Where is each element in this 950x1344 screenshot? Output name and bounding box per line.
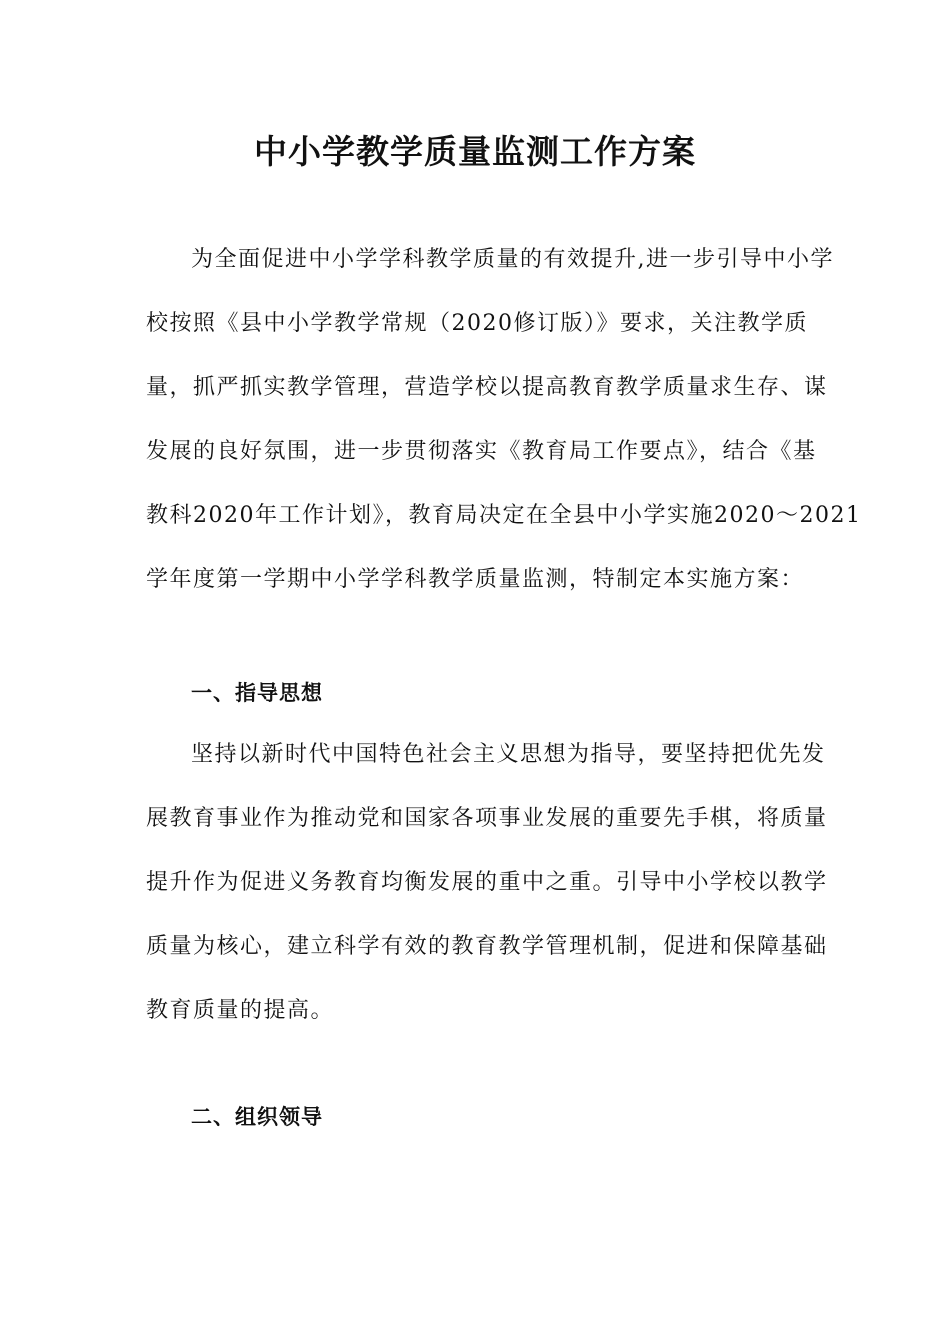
section-heading-organization: 二、组织领导 [191, 1104, 323, 1129]
paragraph-line: 教育质量的提高。 [146, 998, 335, 1023]
paragraph-line: 发展的良好氛围，进一步贯彻落实《教育局工作要点》，结合《基 [146, 439, 817, 464]
paragraph-line: 为全面促进中小学学科教学质量的有效提升,进一步引导中小学 [191, 247, 834, 272]
section-heading-guiding-ideology: 一、指导思想 [191, 680, 323, 705]
paragraph-line: 展教育事业作为推动党和国家各项事业发展的重要先手棋，将质量 [146, 806, 828, 831]
paragraph-line: 质量为核心，建立科学有效的教育教学管理机制，促进和保障基础 [146, 934, 828, 959]
paragraph-line: 提升作为促进义务教育均衡发展的重中之重。引导中小学校以教学 [146, 870, 828, 895]
paragraph-line: 校按照《县中小学教学常规（2020修订版）》要求，关注教学质 [146, 311, 808, 336]
guiding-ideology-paragraph [146, 723, 828, 1043]
document-title: 中小学教学质量监测工作方案 [254, 132, 696, 171]
paragraph-line: 学年度第一学期中小学学科教学质量监测，特制定本实施方案： [146, 567, 805, 592]
paragraph-line: 量，抓严抓实教学管理，营造学校以提高教育教学质量求生存、谋 [146, 375, 828, 400]
paragraph-line: 教科2020年工作计划》，教育局决定在全县中小学实施2020～2021 [146, 503, 862, 528]
intro-paragraph [146, 228, 862, 612]
paragraph-line: 坚持以新时代中国特色社会主义思想为指导，要坚持把优先发 [191, 742, 826, 767]
